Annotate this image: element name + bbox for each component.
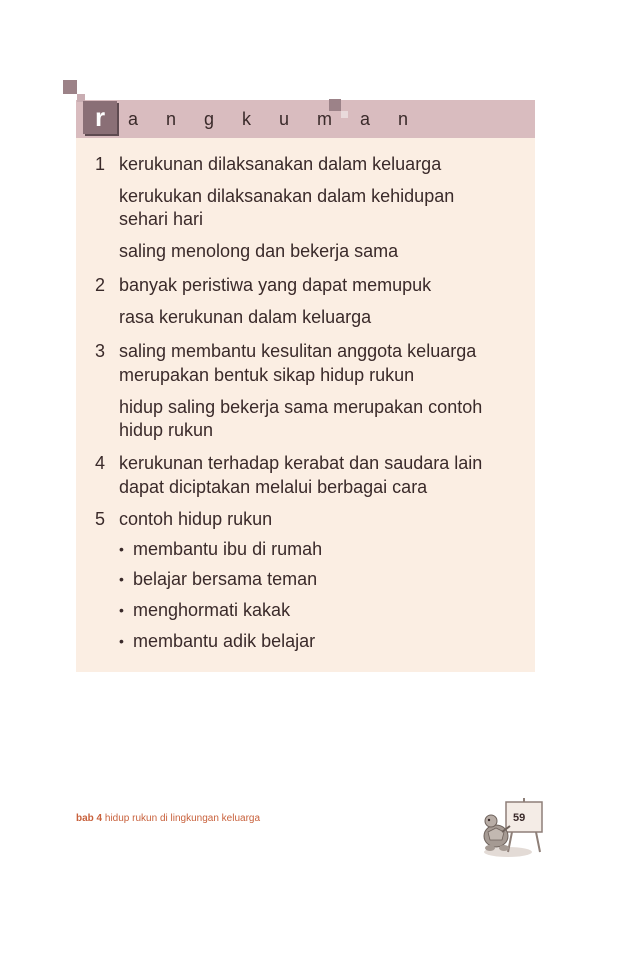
bullet-item: membantu ibu di rumah	[133, 539, 323, 559]
list-item-line: saling menolong dan bekerja sama	[119, 241, 399, 261]
item-number: 2	[95, 275, 106, 295]
list-item-line: contoh hidup rukun	[119, 509, 273, 529]
bullet-item: belajar bersama teman	[133, 569, 318, 589]
list-item-line: dapat diciptakan melalui berbagai cara	[119, 477, 428, 497]
footer-chapter: bab 4	[76, 813, 103, 824]
list-item-line: kerukunan terhadap kerabat dan saudara lain	[119, 453, 483, 473]
section-title: a n g k u m a n	[128, 109, 420, 129]
item-number: 3	[95, 341, 106, 361]
page-number: 59	[513, 812, 526, 824]
item-number: 1	[95, 154, 106, 174]
page-footer	[76, 813, 260, 824]
bullet-icon: •	[119, 602, 124, 618]
list-item-line: merupakan bentuk sikap hidup rukun	[119, 365, 415, 385]
bullet-item: membantu adik belajar	[133, 631, 316, 651]
list-item-line: kerukunan dilaksanakan dalam keluarga	[119, 154, 442, 174]
item-number: 4	[95, 453, 106, 473]
bullet-icon: •	[119, 633, 124, 649]
bullet-icon: •	[119, 571, 124, 587]
footer-chapter-title: hidup rukun di lingkungan keluarga	[102, 813, 261, 824]
turtle-painter-icon	[478, 796, 552, 858]
list-item-line: kerukukan dilaksanakan dalam kehidupan	[119, 186, 455, 206]
title-initial: r	[83, 101, 117, 134]
list-item-line: hidup rukun	[119, 420, 214, 440]
list-item-line: saling membantu kesulitan anggota keluarga	[119, 341, 477, 361]
list-item-line: sehari hari	[119, 209, 204, 229]
item-number: 5	[95, 509, 106, 529]
bullet-icon: •	[119, 541, 124, 557]
list-item-line: banyak peristiwa yang dapat memupuk	[119, 275, 432, 295]
list-item-line: rasa kerukunan dalam keluarga	[119, 307, 372, 327]
bullet-item: menghormati kakak	[133, 600, 291, 620]
list-item-line: hidup saling bekerja sama merupakan contoh	[119, 397, 483, 417]
